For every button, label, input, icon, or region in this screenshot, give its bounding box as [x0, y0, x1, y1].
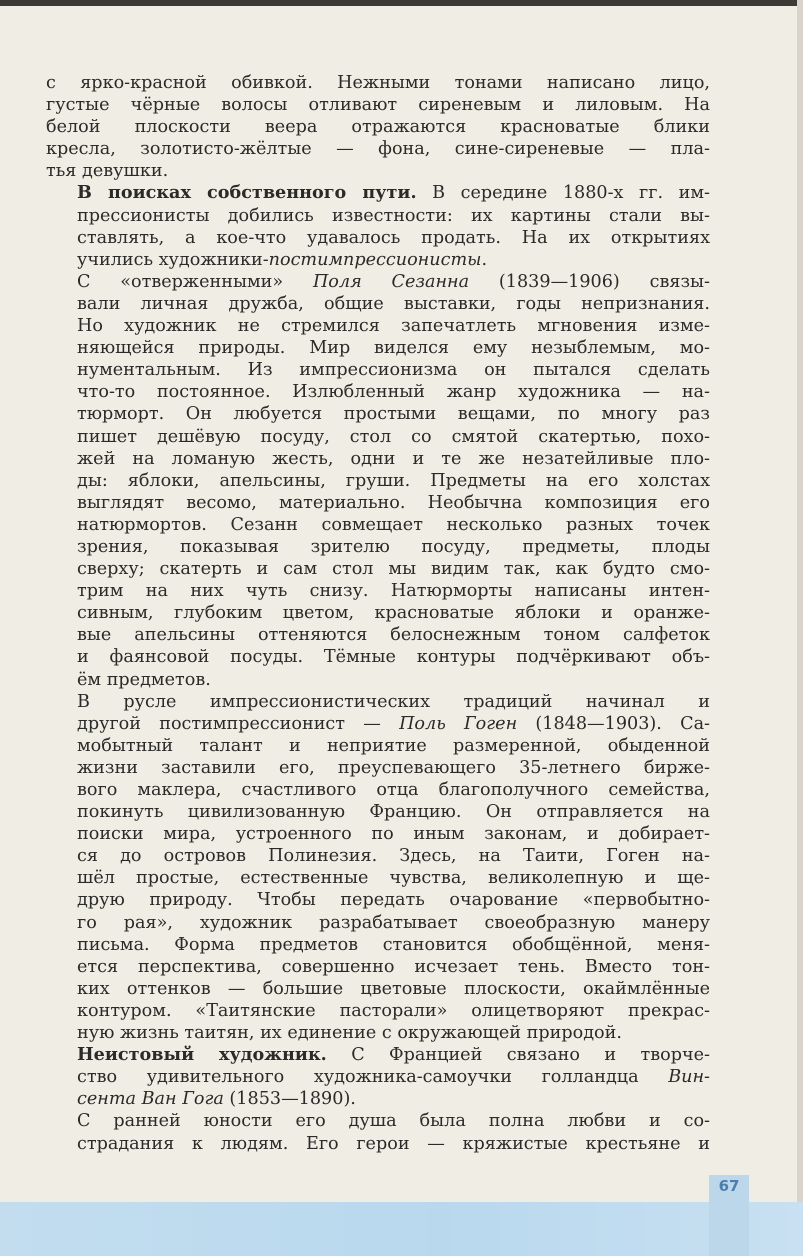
text-line: и фаянсовой посуды. Тёмные контуры подчёркивают объ-	[77, 647, 710, 668]
artist-name-italic: Вин-	[668, 1067, 710, 1088]
text-fragment: С «отверженными»	[77, 271, 313, 292]
text-line: сивным, глубоким цветом, красноватые яблоки и оранже-	[77, 603, 710, 624]
text-line: поиски мира, устроенного по иным законам, и добирает-	[77, 824, 710, 845]
text-line: зрения, показывая зрителю посуду, предметы, плоды	[77, 536, 710, 557]
text-line: ставлять, а кое-что удавалось продать. На их открытиях	[77, 227, 710, 248]
section-heading: В поисках собственного пути.	[77, 182, 417, 204]
artist-name-italic: Поля Сезанна	[312, 271, 470, 292]
text-line: нументальным. Из импрессионизма он пытался сделать	[77, 360, 710, 381]
text-line: мобытный талант и неприятие размеренной, обыденной	[77, 735, 710, 756]
text-fragment: ство удивительного художника-самоучки голландца	[77, 1067, 669, 1088]
artist-name-italic: Поль Гоген	[399, 713, 518, 734]
text-line: ём предметов.	[77, 669, 211, 690]
text-line: шёл простые, естественные чувства, великолепную и ще-	[77, 868, 710, 889]
text-line: го рая», художник разрабатывает своеобразную манеру	[77, 912, 710, 933]
page-right-edge	[797, 0, 803, 1256]
text-line: контуром. «Таитянские пасторали» олицетворяют прекрас-	[77, 1000, 710, 1021]
text-line: пишет дешёвую посуду, стол со смятой скатертью, похо-	[77, 426, 710, 447]
text-line: трим на них чуть снизу. Натюрморты написаны интен-	[77, 581, 710, 602]
text-line: покинуть цивилизованную Францию. Он отправляется на	[77, 802, 710, 823]
paragraph-1	[46, 72, 710, 182]
paragraph-3	[46, 271, 710, 691]
term-italic: постимпрессионисты	[268, 249, 482, 270]
page-top-edge	[0, 0, 803, 6]
text-line: густые чёрные волосы отливают сиреневым и лиловым. На	[46, 95, 710, 116]
text-line: жизни заставили его, преуспевающего 35-летнего бирже-	[77, 757, 710, 778]
text-fragment: .	[481, 249, 488, 270]
page-number: 67	[718, 1177, 740, 1195]
text-line: В русле импрессионистических традиций начинал и	[77, 691, 710, 712]
text-line: прессионисты добились известности: их картины стали вы-	[77, 205, 710, 226]
text-line: с ярко-красной обивкой. Нежными тонами написано лицо,	[46, 73, 710, 93]
text-line: сверху; скатерть и сам стол мы видим так, как будто смо-	[77, 559, 710, 580]
text-line: ды: яблоки, апельсины, груши. Предметы на его холстах	[77, 470, 710, 491]
text-fragment: (1839—1906) связы-	[469, 271, 710, 292]
text-fragment: другой постимпрессионист —	[77, 713, 400, 734]
text-line: жей на ломаную жесть, одни и те же незатейливые пло-	[77, 448, 710, 469]
text-line: тья девушки.	[46, 161, 169, 182]
text-line: друю природу. Чтобы передать очарование «первобытно-	[77, 890, 710, 911]
text-line: вые апельсины оттеняются белоснежным тоном салфеток	[77, 625, 710, 646]
text-line: ких оттенков — большие цветовые плоскости, окаймлённые	[77, 978, 710, 999]
text-line: выглядят весомо, материально. Необычна композиция его	[77, 492, 710, 513]
text-fragment: С Францией связано и творче-	[326, 1045, 710, 1066]
footer-band	[0, 1202, 803, 1256]
text-line: Но художник не стремился запечатлеть мгновения изме-	[77, 316, 710, 337]
text-fragment: (1848—1903). Са-	[517, 713, 711, 734]
article-text	[46, 72, 710, 1155]
text-line: ную жизнь таитян, их единение с окружающей природой.	[77, 1023, 622, 1044]
text-line: С ранней юности его душа была полна любви и со-	[77, 1111, 710, 1132]
text-fragment: (1853—1890).	[223, 1089, 356, 1110]
paragraph-5	[46, 1044, 710, 1110]
text-line: белой плоскости веера отражаются красноватые блики	[46, 117, 710, 138]
text-line: натюрмортов. Сезанн совмещает несколько разных точек	[77, 514, 710, 535]
text-fragment: учились художники-	[77, 249, 269, 270]
text-line: вого маклера, счастливого отца благополучного семейства,	[77, 780, 710, 800]
text-line: вали личная дружба, общие выставки, годы непризнания.	[77, 293, 710, 314]
artist-name-italic: сента Ван Гога	[77, 1089, 224, 1110]
text-fragment: В середине 1880-х гг. им-	[416, 183, 710, 204]
section-heading: Неистовый художник.	[77, 1044, 327, 1066]
text-line: кресла, золотисто-жёлтые — фона, сине-сиреневые — пла-	[46, 139, 710, 160]
text-line: тюрморт. Он любуется простыми вещами, по многу раз	[77, 404, 710, 425]
text-line: няющейся природы. Мир виделся ему незыблемым, мо-	[77, 338, 710, 359]
text-line: что-то постоянное. Излюбленный жанр художника — на-	[77, 382, 710, 403]
text-line: письма. Форма предметов становится обобщённой, меня-	[77, 934, 710, 955]
text-line: ся до островов Полинезия. Здесь, на Таити, Гоген на-	[77, 846, 710, 867]
paragraph-6	[46, 1110, 710, 1154]
text-line: ется перспектива, совершенно исчезает тень. Вместо тон-	[77, 956, 710, 977]
paragraph-2	[46, 182, 710, 270]
paragraph-4	[46, 691, 710, 1045]
text-line: страдания к людям. Его герои — кряжистые крестьяне и	[77, 1133, 710, 1154]
